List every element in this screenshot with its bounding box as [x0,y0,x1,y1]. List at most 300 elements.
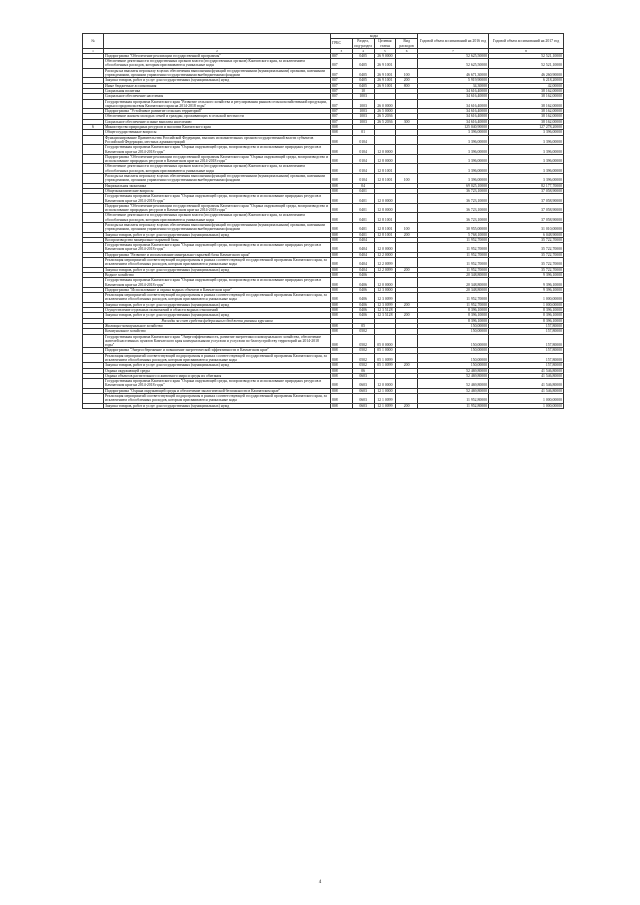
row-amount-2016: 52 469,80000 [418,379,489,389]
row-amount-2016: 34 616,40000 [418,94,489,99]
row-expense-type: 200 [396,313,418,318]
row-expense-type: 200 [396,267,418,272]
row-number [83,278,104,288]
row-amount-2016: 52 469,80000 [418,373,489,378]
row-amount-2016: 69 025,10000 [418,183,489,188]
row-amount-2016: 11 952,80000 [418,394,489,404]
row-expense-type [396,394,418,404]
row-name: Закупка товаров, работ и услуг для государственных (муниципальных) нужд [104,313,331,318]
row-razdel: 0603 [352,403,374,408]
table-row [83,164,564,174]
row-amount-2017: 1 000,00000 [489,293,564,303]
row-razdel: 0405 [352,83,374,88]
col-2017-header: Годовой объем ассигнований на 2017 год [489,34,564,49]
row-grbs: 808 [331,302,353,307]
row-razdel: 0502 [352,329,374,334]
row-name: Закупка товаров, работ и услуг для государственных (муниципальных) нужд [104,267,331,272]
row-grbs: 808 [331,323,353,328]
row-name: Жилищно-коммунальное хозяйство [104,323,331,328]
row-grbs: 808 [331,154,353,164]
row-grbs: 807 [331,88,353,93]
row-amount-2016: 150,00000 [418,323,489,328]
row-amount-2016: 36 723,10000 [418,188,489,193]
row-amount-2017: 37 058,90000 [489,203,564,213]
row-razdel: 0401 [352,232,374,237]
row-razdel: 0603 [352,388,374,393]
row-number [83,174,104,184]
row-razdel: 1003 [352,114,374,119]
row-target-article: 12 2 0099 [374,258,396,268]
row-grbs: 807 [331,99,353,109]
row-amount-2017: 41 546,80000 [489,388,564,393]
row-amount-2017: 157,80000 [489,334,564,348]
table-row [83,145,564,155]
row-name: Подпрограмма "Энергосбережение и повышение энергетической эффективности в Камчатском крае" [104,348,331,353]
row-expense-type [396,243,418,253]
row-razdel: 0406 [352,293,374,303]
row-name: Подпрограмма "Использование и охрана водных объектов в Камчатском крае" [104,287,331,292]
row-amount-2016: 150,00000 [418,363,489,368]
table-row [83,278,564,288]
row-name: Реализация мероприятий соответствующей подпрограммы в рамках соответствующей государственной программы Камчатского края, за исключением обособленных расходов, которым присваиваются уникальные коды [104,258,331,268]
col-num: 8 [489,48,564,53]
row-razdel: 0404 [352,237,374,242]
row-grbs: 807 [331,94,353,99]
row-grbs: 808 [331,334,353,348]
row-amount-2017: 8 396,10000 [489,308,564,313]
row-target-article: 12 8 0000 [374,154,396,164]
row-name: Государственная программа Камчатского края "Охрана окружающей среды, воспроизводство и использование природных ресурсов в Камчатском крае на 2014-2018 годы" [104,243,331,253]
row-name: Государственная программа Камчатского края "Охрана окружающей среды, воспроизводство и использование природных ресурсов в Камчатском крае на 2014-2018 годы" [104,278,331,288]
row-amount-2017: 37 058,90000 [489,188,564,193]
row-amount-2016: 20 348,80000 [418,272,489,277]
row-number: 6 [83,125,104,130]
row-expense-type: 800 [396,83,418,88]
row-target-article: 12 8 1001 [374,164,396,174]
row-target-article: 12 0 0000 [374,278,396,288]
row-name: Охрана объектов растительного и животного мира и среды их обитания [104,373,331,378]
row-razdel: 0603 [352,379,374,389]
row-name: Подпрограмма "Устойчивое развитие сельских территорий" [104,109,331,114]
row-amount-2016: 34 616,40000 [418,109,489,114]
row-grbs: 808 [331,388,353,393]
row-grbs: 808 [331,188,353,193]
table-row [83,243,564,253]
row-grbs: 808 [331,203,353,213]
row-amount-2017: 82 177,70000 [489,183,564,188]
row-target-article: 12 1 0099 [374,403,396,408]
row-name: Обеспечение деятельности государственных органов власти (государственных органов) Камчатского края, за исключением обособленных расходов, которым присваиваются уникальные коды [104,213,331,223]
row-target-article: 12 3 5128 [374,313,396,318]
row-target-article: 12 3 0000 [374,287,396,292]
col-name-header [104,34,331,49]
row-expense-type [396,334,418,348]
row-amount-2016: 34 616,40000 [418,88,489,93]
row-grbs: 808 [331,164,353,174]
col-cs-header: Целевая статья [374,39,396,49]
row-target-article: 12 1 0000 [374,388,396,393]
row-target-article: 12 0 0000 [374,145,396,155]
row-razdel: 0404 [352,243,374,253]
row-amount-2017: 38 162,00000 [489,114,564,119]
row-expense-type [396,203,418,213]
row-amount-2016: 8 396,10000 [418,308,489,313]
row-amount-2017: 8 396,10000 [489,313,564,318]
row-grbs: 808 [331,222,353,232]
row-target-article: 12 0 0000 [374,379,396,389]
table-row [83,353,564,363]
row-razdel: 1003 [352,109,374,114]
row-name: Расходы на выплаты персоналу в целях обеспечения выполнения функций государственными (муниципальными) органами, казенными учреждениями, органами управления государственными внебюджетными фондами [104,222,331,232]
table-row [83,293,564,303]
col-num: 6 [396,48,418,53]
row-name: Государственная программа Камчатского края "Охрана окружающей среды, воспроизводство и использование природных ресурсов в Камчатском крае на 2014-2018 годы" [104,379,331,389]
row-amount-2017: 1 000,00000 [489,403,564,408]
row-name: Обеспечение жильем молодых семей и граждан, проживающих в сельской местности [104,114,331,119]
row-name: Подпрограмма "Обеспечение реализации государственной программы Камчатского края "Охрана окружающей среды, воспроизводство и использование природных ресурсов в Камчатском крае на 2014-2018 годы" [104,203,331,213]
row-expense-type [396,258,418,268]
row-razdel: 0401 [352,203,374,213]
row-amount-2017: 52 521,10000 [489,53,564,58]
row-target-article: 26 0 0000 [374,99,396,109]
row-grbs: 808 [331,267,353,272]
row-grbs: 808 [331,243,353,253]
budget-table [82,33,564,409]
col-2016-header: Годовой объем ассигнований на 2016 год [418,34,489,49]
row-target-article: 26 9 0000 [374,53,396,58]
row-target-article: 26 5 2036 [374,119,396,124]
row-grbs: 808 [331,379,353,389]
row-razdel: 0405 [352,78,374,83]
row-amount-2017: 6 048,90000 [489,232,564,237]
row-grbs: 807 [331,68,353,78]
row-expense-type [396,278,418,288]
table-row [83,258,564,268]
row-expense-type [396,154,418,164]
row-target-article: 12 8 0000 [374,203,396,213]
page-number: 4 [318,880,322,885]
row-number [83,243,104,253]
row-amount-2017: 8 396,10000 [489,318,564,323]
row-name: Реализация мероприятий соответствующей подпрограммы в рамках соответствующей государственной программы Камчатского края, за исключением обособленных расходов, которым присваиваются уникальные коды [104,394,331,404]
row-amount-2016: 34 616,40000 [418,119,489,124]
row-razdel: 0401 [352,194,374,204]
col-razdel-header: Раздел, под-раздел [352,39,374,49]
row-razdel: 0404 [352,267,374,272]
row-number [83,99,104,109]
row-name: Расходы за счет средств федерального бюджета указаны курсивом [104,318,331,323]
row-razdel: 0104 [352,145,374,155]
row-name: Подпрограмма "Охрана окружающей среды и обеспечение экологической безопасности в Камчатском крае" [104,388,331,393]
row-expense-type [396,145,418,155]
row-amount-2016: 150,00000 [418,353,489,363]
row-target-article: 26 9 1001 [374,83,396,88]
row-amount-2017: 38 162,00000 [489,94,564,99]
row-amount-2016: 3 396,00000 [418,130,489,135]
row-razdel: 0502 [352,348,374,353]
row-name: Реализация мероприятий соответствующей подпрограммы в рамках соответствующей государственной программы Камчатского края, за исключением обособленных расходов, которым присваиваются уникальные коды [104,353,331,363]
row-target-article: 12 3 0099 [374,302,396,307]
row-name: Функционирование Правительства Российской Федерации, высших исполнительных органов государственной власти субъектов Российской Федерации, местных администраций [104,135,331,145]
col-number-header: № [83,34,104,49]
row-grbs: 808 [331,287,353,292]
row-name: Министерство природных ресурсов и экологии Камчатского края [104,125,331,130]
row-amount-2016: 52 469,80000 [418,388,489,393]
row-amount-2016: 34 616,40000 [418,114,489,119]
row-target-article: 12 8 1001 [374,222,396,232]
header-row [83,34,564,39]
row-amount-2017: 3 396,00000 [489,145,564,155]
col-num: 4 [352,48,374,53]
row-razdel: 0404 [352,252,374,257]
row-number [83,194,104,204]
table-row [83,59,564,69]
row-name: Общеэкономические вопросы [104,188,331,193]
row-grbs: 807 [331,78,353,83]
table-row [83,394,564,404]
row-razdel: 0502 [352,334,374,348]
row-grbs: 808 [331,213,353,223]
row-razdel: 0104 [352,135,374,145]
table-body [83,53,564,408]
row-amount-2017: 9 396,10000 [489,272,564,277]
row-expense-type [396,353,418,363]
row-razdel: 0406 [352,313,374,318]
row-amount-2016: 34 616,40000 [418,99,489,109]
row-razdel: 0406 [352,302,374,307]
row-amount-2016: 125 040,90000 [418,125,489,130]
row-grbs: 808 [331,194,353,204]
row-name: Коммунальное хозяйство [104,329,331,334]
row-target-article: 26 5 0000 [374,109,396,114]
row-name: Закупка товаров, работ и услуг для государственных (муниципальных) нужд [104,403,331,408]
row-name: Государственная программа Камчатского края "Развитие сельского хозяйства и регулирования рынков сельскохозяйственной продукции, сырья и продовольствия Камчатского края на 2014-2018 годы" [104,99,331,109]
row-amount-2017: 3 396,00000 [489,174,564,184]
row-target-article: 26 9 1001 [374,78,396,83]
row-grbs: 808 [331,135,353,145]
row-amount-2016: 5 768,10000 [418,232,489,237]
row-amount-2017: 157,80000 [489,323,564,328]
row-grbs: 808 [331,394,353,404]
row-target-article: 05 1 0099 [374,363,396,368]
row-amount-2016: 11 952,70000 [418,293,489,303]
row-name: Закупка товаров, работ и услуг для государственных (муниципальных) нужд [104,302,331,307]
row-razdel: 05 [352,323,374,328]
row-target-article: 05 0 0000 [374,334,396,348]
row-razdel: 0406 [352,278,374,288]
row-grbs: 808 [331,252,353,257]
row-grbs: 808 [331,363,353,368]
row-number [83,379,104,389]
row-razdel: 0406 [352,272,374,277]
table-row [83,334,564,348]
row-amount-2017: 46 260,90000 [489,68,564,78]
row-amount-2016: 11 952,80000 [418,403,489,408]
row-razdel: 04 [352,183,374,188]
row-number [83,203,104,213]
row-amount-2016: 3 396,00000 [418,135,489,145]
row-name: Государственная программа Камчатского края "Охрана окружающей среды, воспроизводство и использование природных ресурсов в Камчатском крае на 2014-2018 годы" [104,145,331,155]
row-amount-2017: 41 546,80000 [489,373,564,378]
row-number [83,293,104,303]
row-grbs: 808 [331,130,353,135]
row-name: Расходы на выплаты персоналу в целях обеспечения выполнения функций государственными (муниципальными) органами, казенными учреждениями, органами управления государственными внебюджетными фондами [104,68,331,78]
row-amount-2017: 3 396,00000 [489,130,564,135]
col-vr-header: Вид расходов [396,39,418,49]
row-grbs: 808 [331,353,353,363]
table-row [83,403,564,408]
row-razdel: 0406 [352,308,374,313]
col-num: 5 [374,48,396,53]
row-name: Иные бюджетные ассигнования [104,83,331,88]
row-grbs: 808 [331,308,353,313]
row-name: Охрана окружающей среды [104,368,331,373]
row-razdel: 0401 [352,222,374,232]
row-target-article: 12 0 0000 [374,194,396,204]
row-amount-2017: 31 010,00000 [489,222,564,232]
row-amount-2017: 35 722,70000 [489,252,564,257]
row-number [83,394,104,404]
row-grbs: 808 [331,373,353,378]
row-target-article: 12 3 0099 [374,293,396,303]
row-number [83,403,104,408]
row-amount-2017: 9 396,10000 [489,287,564,292]
table-row [83,99,564,109]
row-razdel: 0401 [352,188,374,193]
row-name: Закупка товаров, работ и услуг для государственных (муниципальных) нужд [104,78,331,83]
row-grbs: 808 [331,278,353,288]
budget-table-page [82,33,564,409]
row-razdel: 10 [352,88,374,93]
row-name: Социальное обеспечение и иные выплаты населению [104,119,331,124]
row-amount-2017: 3 396,00000 [489,164,564,174]
row-name: Закупка товаров, работ и услуг для государственных (муниципальных) нужд [104,363,331,368]
row-amount-2017: 38 162,00000 [489,88,564,93]
row-name: Социальное обеспечение населения [104,94,331,99]
row-amount-2016: 11 952,70000 [418,267,489,272]
table-row [83,379,564,389]
row-name: Водное хозяйство [104,272,331,277]
row-name: Общегосударственные вопросы [104,130,331,135]
row-razdel: 0401 [352,213,374,223]
row-amount-2017: 3 396,00000 [489,135,564,145]
row-amount-2016: 36 723,10000 [418,194,489,204]
row-number [83,222,104,232]
row-amount-2016: 11 952,70000 [418,302,489,307]
row-amount-2017: 6 218,20000 [489,78,564,83]
row-amount-2016: 11 952,70000 [418,252,489,257]
row-name: Осуществление отдельных полномочий в области водных отношений [104,308,331,313]
row-target-article: 12 8 1001 [374,174,396,184]
codes-header: коды [331,34,418,39]
row-number [83,164,104,174]
row-target-article: 12 2 0099 [374,267,396,272]
row-amount-2016: 36 723,10000 [418,203,489,213]
row-expense-type [396,213,418,223]
row-grbs: 807 [331,59,353,69]
row-expense-type: 100 [396,174,418,184]
table-row [83,222,564,232]
row-amount-2017: 52 521,10000 [489,59,564,69]
row-amount-2017: 157,80000 [489,363,564,368]
row-grbs: 808 [331,368,353,373]
row-amount-2016: 52 469,80000 [418,368,489,373]
row-amount-2017: 157,80000 [489,329,564,334]
row-name: Обеспечение деятельности государственных органов власти (государственных органов) Камчатского края, за исключением обособленных расходов, которым присваиваются уникальные коды [104,164,331,174]
row-expense-type: 100 [396,222,418,232]
row-name: Подпрограмма "Обеспечение реализации государственной программы" [104,53,331,58]
row-name: Реализация мероприятий соответствующей подпрограммы в рамках соответствующей государственной программы Камчатского края, за исключением обособленных расходов, которым присваиваются уникальные коды [104,293,331,303]
row-target-article: 12 2 0000 [374,252,396,257]
row-razdel: 0104 [352,174,374,184]
table-row [83,174,564,184]
row-expense-type [396,99,418,109]
table-row [83,68,564,78]
row-expense-type [396,59,418,69]
row-name: Государственная программа Камчатского края "Энергоэффективность, развитие энергетики и коммунального хозяйства, обеспечение жителей населенных пунктов Камчатского края коммунальными услугами и услугами по благоустройству территорий на 2014-2018 годы" [104,334,331,348]
col-num: 2 [104,48,331,53]
row-amount-2017: 35 722,70000 [489,237,564,242]
row-razdel: 0405 [352,53,374,58]
row-razdel: 1003 [352,119,374,124]
row-expense-type: 200 [396,232,418,237]
row-grbs: 808 [331,125,353,130]
row-name: Подпрограмма "Развитие и использование минерально-сырьевой базы Камчатского края" [104,252,331,257]
col-grbs-header: ГРБС [331,39,353,49]
row-expense-type [396,379,418,389]
row-target-article [374,135,396,145]
row-target-article: 05 1 0000 [374,348,396,353]
row-razdel: 0603 [352,373,374,378]
row-grbs: 807 [331,109,353,114]
row-number [83,68,104,78]
row-number [83,135,104,145]
row-target-article: 12 8 1001 [374,213,396,223]
row-amount-2017: 9 396,10000 [489,278,564,288]
row-amount-2017: 35 722,70000 [489,258,564,268]
col-num: 1 [83,48,104,53]
row-target-article: 12 3 5128 [374,308,396,313]
row-number [83,154,104,164]
row-name: Национальная экономика [104,183,331,188]
row-amount-2017: 1 000,00000 [489,394,564,404]
row-amount-2016: 52 625,50000 [418,59,489,69]
row-amount-2016: 20 348,80000 [418,287,489,292]
row-amount-2016: 3 396,00000 [418,164,489,174]
row-amount-2016: 150,00000 [418,334,489,348]
row-name: Расходы на выплаты персоналу в целях обеспечения выполнения функций государственными (муниципальными) органами, казенными учреждениями, органами управления государственными внебюджетными фондами [104,174,331,184]
row-name: Закупка товаров, работ и услуг для государственных (муниципальных) нужд [104,232,331,237]
row-grbs: 808 [331,183,353,188]
row-razdel: 0104 [352,154,374,164]
row-expense-type: 200 [396,302,418,307]
row-amount-2016: 8 396,10000 [418,318,489,323]
row-number [83,213,104,223]
row-grbs: 807 [331,119,353,124]
row-grbs: 808 [331,348,353,353]
row-amount-2017: 127 278,20000 [489,125,564,130]
row-grbs: 808 [331,272,353,277]
row-amount-2016: 30 955,00000 [418,222,489,232]
row-grbs: 808 [331,293,353,303]
row-name: Воспроизводство минерально-сырьевой базы [104,237,331,242]
row-amount-2016: 3 396,00000 [418,145,489,155]
table-row [83,194,564,204]
row-razdel: 1003 [352,94,374,99]
row-name: Обеспечение деятельности государственных органов власти (государственных органов) Камчатского края, за исключением обособленных расходов, которым присваиваются уникальные коды [104,59,331,69]
row-amount-2017: 35 722,70000 [489,267,564,272]
table-row [83,213,564,223]
